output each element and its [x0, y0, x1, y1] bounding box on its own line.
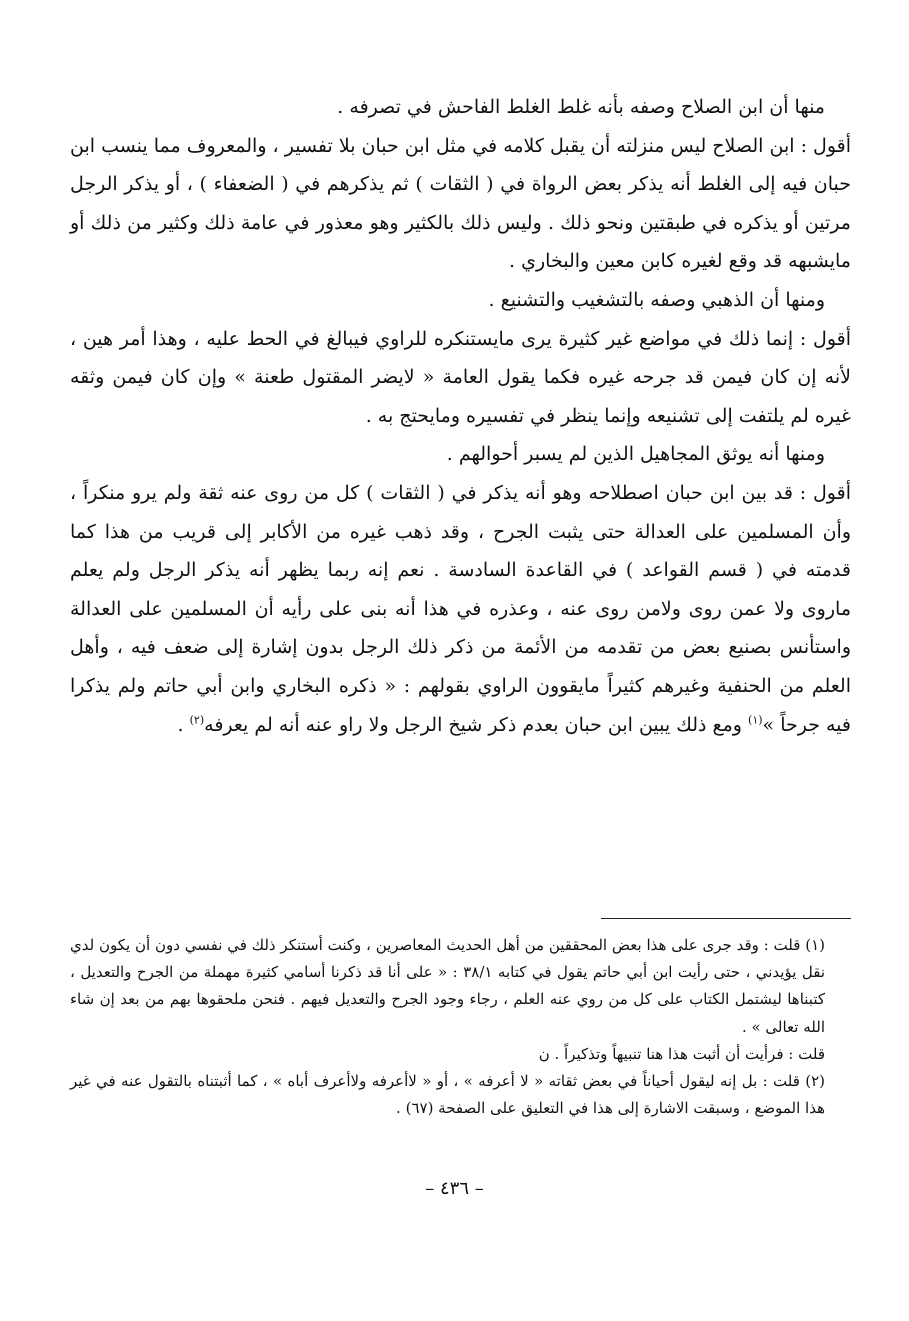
- paragraph-body: أقول : قد بين ابن حبان اصطلاحه وهو أنه يذكر في ( الثقات ) كل من روى عنه ثقة ولم يرو منكراً ، وأن المسلمين على العدالة حتى يثبت الجرح ، وقد ذهب غيره من الأكابر إلى قريب من هذا كما قدمته في ( قسم القواعد ) في القاعدة السادسة . نعم إنه ربما يظهر أنه يذكر الرجل ولم يعلم ماروى ولا عمن روى ولامن روى عنه ، وعذره في هذا أنه بنى على رأيه أن المسلمين على العدالة واستأنس بصنيع بعض من تقدمه من الأئمة من ذكر ذلك الرجل بدون إشارة إلى ضعف فيه ، وأهل العلم من الحنفية وغيرهم كثيراً مايقوون الراوي بقولهم : « ذكره البخاري وابن أبي حاتم ولم يذكرا فيه جرحاً »: [70, 481, 851, 736]
- footnotes: [70, 932, 851, 1122]
- footnote-ref: (١): [748, 713, 763, 727]
- main-text: [70, 88, 851, 744]
- page-number: – ٤٣٦ –: [425, 1178, 484, 1199]
- footnote-divider: [601, 918, 851, 919]
- paragraph: ومنها أن الذهبي وصفه بالتشغيب والتشنيع .: [488, 288, 825, 311]
- paragraph: أقول : إنما ذلك في مواضع غير كثيرة يرى مايستنكره للراوي فيبالغ في الحط عليه ، وهذا أمر هين ، لأنه إن كان فيمن قد جرحه غيره فكما يقول العامة « لايضر المقتول طعنة » وإن كان فيمن وثقه غيره لم يلتفت إلى تشنيعه وإنما ينظر في تفسيره ومايحتج به .: [70, 327, 851, 427]
- footnote: (١) قلت : وقد جرى على هذا بعض المحققين من أهل الحديث المعاصرين ، وكنت أستنكر ذلك في نفسي دون أن يكون لدي نقل يؤيدني ، حتى رأيت ابن أبي حاتم يقول في كتابه ٣٨/١ : « على أنا قد ذكرنا أسامي كثيرة مهملة من الجرح والتعديل ، كتبناها ليشتمل الكتاب على كل من روي عنه العلم ، رجاء وجود الجرح والتعديل فيهم . فنحن ملحقوها بهم من بعد إن شاء الله تعالى » .: [70, 936, 825, 1036]
- footnote-ref: (٢): [189, 713, 205, 727]
- paragraph: ومنها أنه يوثق المجاهيل الذين لم يسبر أحوالهم .: [446, 443, 825, 466]
- paragraph: أقول : ابن الصلاح ليس منزلته أن يقبل كلامه في مثل ابن حبان بلا تفسير ، والمعروف مما ينسب ابن حبان فيه إلى الغلط أنه يذكر بعض الرواة في ( الثقات ) ثم يذكرهم في ( الضعفاء ) ، أو يذكر الرجل مرتين أو يذكره في طبقتين ونحو ذلك . وليس ذلك بالكثير وهو معذور في عامة ذلك وكثير من ذلك أو مايشبهه قد وقع لغيره كابن معين والبخاري .: [70, 134, 851, 273]
- paragraph-end: .: [177, 713, 190, 736]
- footnote: (٢) قلت : بل إنه ليقول أحياناً في بعض ثقاته « لا أعرفه » ، أو « لاأعرفه ولاأعرف أباه » ، كما أثبتناه بالتقول عنه في غير هذا الموضع ، وسبقت الاشارة إلى هذا في التعليق على الصفحة (٦٧) .: [70, 1072, 825, 1118]
- paragraph-tail: ومع ذلك يبين ابن حبان بعدم ذكر شيخ الرجل ولا راو عنه أنه لم يعرفه: [204, 713, 749, 736]
- paragraph: [70, 474, 851, 744]
- paragraph: منها أن ابن الصلاح وصفه بأنه غلط الغلط الفاحش في تصرفه .: [337, 96, 825, 118]
- footnote: قلت : فرأيت أن أثبت هذا هنا تنبيهاً وتذكيراً . ن: [538, 1044, 825, 1063]
